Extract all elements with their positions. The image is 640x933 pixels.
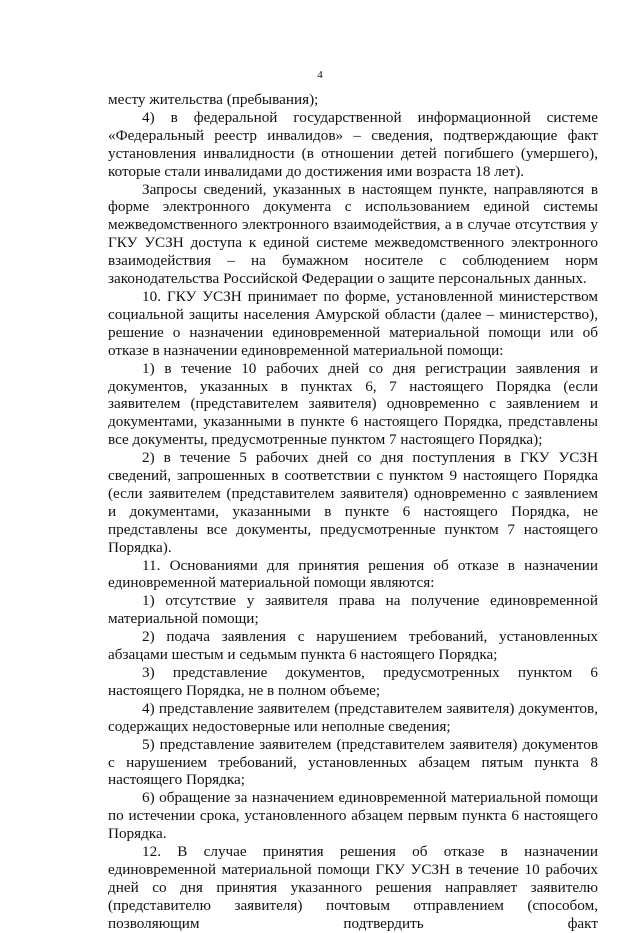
paragraph-clause-12: 12. В случае принятия решения об отказе в назначении единовременной материальной помощи ГКУ УСЗН в течение 10 рабочих дней со дня принятия указанного решения направляет заявителю (представителю заявителя) почтовым отправлением (способом, позволяющим подтвердить факт [108, 843, 598, 932]
paragraph-clause-10-item-1: 1) в течение 10 рабочих дней со дня регистрации заявления и документов, указанных в пунктах 6, 7 настоящего Порядка (если заявителем (представителем заявителя) одновременно с заявлением и документами, указанными в пункте 6 настоящего Порядка, представлены все документы, предусмотренные пунктом 7 настоящего Порядка); [108, 359, 598, 449]
paragraph-clause-11-item-4: 4) представление заявителем (представителем заявителя) документов, содержащих недостоверные или неполные сведения; [108, 699, 598, 735]
paragraph-residence: месту жительства (пребывания); [108, 91, 319, 108]
paragraph-clause-11-item-5: 5) представление заявителем (представителем заявителя) документов с нарушением требований, установленных абзацем пятым пункта 8 настоящего Порядка; [108, 735, 598, 789]
document-body [108, 91, 598, 933]
paragraph-clause-10-item-2: 2) в течение 5 рабочих дней со дня поступления в ГКУ УСЗН сведений, запрошенных в соответствии с пунктом 9 настоящего Порядка (если заявителем (представителем заявителя) одновременно с заявлением и документами, указанными в пункте 6 настоящего Порядка, не представлены все документы, предусмотренные пунктом 7 настоящего Порядка). [108, 449, 598, 556]
paragraph-clause-10: 10. ГКУ УСЗН принимает по форме, установленной министерством социальной защиты населения Амурской области (далее – министерство), решение о назначении единовременной материальной помощи или об отказе в назначении единовременной материальной помощи: [108, 287, 598, 359]
page-number: 4 [317, 69, 323, 81]
paragraph-requests-info: Запросы сведений, указанных в настоящем пункте, направляются в форме электронного документа с использованием единой системы межведомственного электронного взаимодействия, а в случае отсутствия у ГКУ УСЗН доступа к единой системе межведомственного электронного взаимодействия – на бумажном носителе с соблюдением норм законодательства Российской Федерации о защите персональных данных. [108, 180, 598, 288]
paragraph-clause-11-item-6: 6) обращение за назначением единовременной материальной помощи по истечении срока, установленного абзацем первым пункта 6 настоящего Порядка. [108, 789, 598, 843]
paragraph-item-4-disability-registry: 4) в федеральной государственной информационной системе «Федеральный реестр инвалидов» – сведения, подтверждающие факт установления инвалидности (в отношении детей погибшего (умершего), которые стали инвалидами до достижения ими возраста 18 лет). [108, 108, 598, 180]
paragraph-clause-11: 11. Основаниями для принятия решения об отказе в назначении единовременной материальной помощи являются: [108, 556, 598, 592]
paragraph-clause-11-item-1: 1) отсутствие у заявителя права на получение единовременной материальной помощи; [108, 592, 598, 628]
paragraph-clause-11-item-2: 2) подача заявления с нарушением требований, установленных абзацами шестым и седьмым пункта 6 настоящего Порядка; [108, 628, 598, 664]
paragraph-clause-11-item-3: 3) представление документов, предусмотренных пунктом 6 настоящего Порядка, не в полном объеме; [108, 664, 598, 699]
